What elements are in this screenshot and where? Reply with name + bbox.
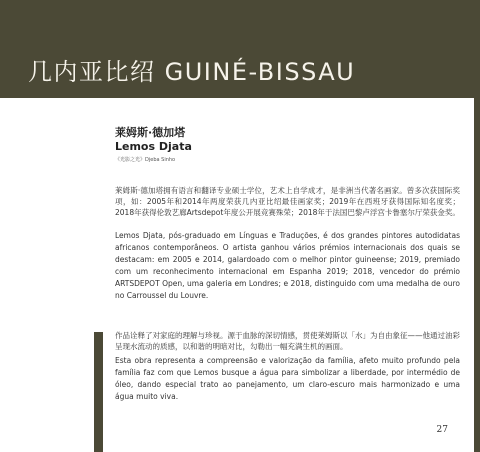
description-accent-bar [94,332,103,452]
header-band [0,0,480,98]
bio-chinese: 莱姆斯·德加塔拥有语言和翻译专业硕士学位，艺术上自学成才，是非洲当代著名画家。曾多次获国际奖项，如：2005年和2014年两度荣获几内亚比绍最佳画家奖；2019年在西班牙获得国际知名度奖；2018年获得伦敦艺廊Artsdepot年度公开展竞赛殊荣；2018年于法国巴黎卢浮宫卡鲁塞尔厅荣获金奖。 [115,186,460,217]
bio-portuguese: Lemos Djata, pós-graduado em Línguas e Traduções, é dos grandes pintores autodidatas africanos contemporâneos. O artista ganhou vários prémios internacionais dos quais se destacam: em 2005 e 2014, galardoado com o melhor pintor guineense; 2019, premiado com um reconhecimento internacional em Espanha 2019; 2018, vencedor do prémio ARTSDEPOT Open, uma galeria em Londres; e 2018, distinguido com uma medalha de ouro no Carroussel du Louvre. [115,231,460,300]
artist-name-cn: 莱姆斯·德加塔 [115,126,186,139]
right-edge-accent [474,98,480,452]
page-number: 27 [436,425,448,435]
description-chinese: 作品诠释了对家庭的理解与珍视。源于血脉的深切情感，贯使莱姆斯以「水」为自由象征——他通过油彩呈现水流动的质感，以和谐的明暗对比，勾勒出一幅充满生机的画面。 [115,331,460,351]
artist-block [115,126,460,164]
description-portuguese: Esta obra representa a compreensão e valorização da família, afeto muito profundo pela família faz com que Lemos busque a água para simbolizar a liberdade, por intermédio de óleo, dando especial trato ao panejamento, um claro-escuro mais harmonizado e uma água muito viva. [115,356,460,401]
artist-name-pt: Lemos Djata [115,140,192,153]
country-title: 几内亚比绍 GUINÉ-BISSAU [28,58,356,86]
work-caption: 《光影之光》Djeba Sinho [115,157,176,163]
